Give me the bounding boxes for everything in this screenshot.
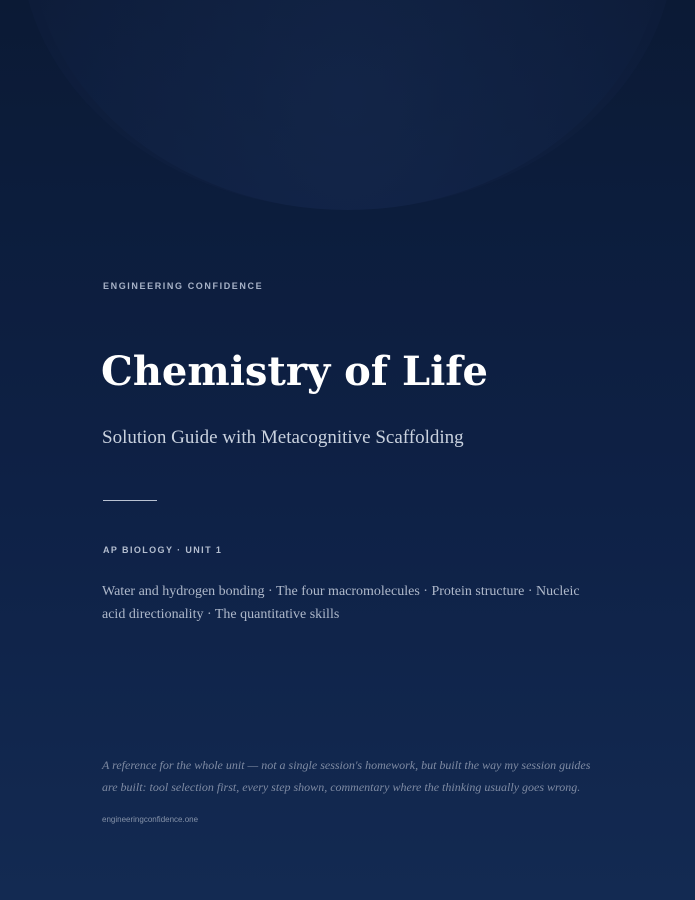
course-label: AP BIOLOGY · UNIT 1 <box>103 545 223 555</box>
page-subtitle: Solution Guide with Metacognitive Scaffolding <box>102 427 464 448</box>
website-url: engineeringconfidence.one <box>102 815 199 824</box>
divider <box>103 500 157 501</box>
topics-list: Water and hydrogen bonding · The four macromolecules · Protein structure · Nucleic acid directionality · The quantitative skills <box>102 584 580 622</box>
brand-label: ENGINEERING CONFIDENCE <box>103 281 264 291</box>
decorative-glow <box>30 0 665 210</box>
page-title: Chemistry of Life <box>101 348 488 395</box>
description-note: A reference for the whole unit — not a single session's homework, but built the way my session guides are built: tool selection first, every step shown, commentary where the thinking usually goes wrong. <box>102 758 591 794</box>
